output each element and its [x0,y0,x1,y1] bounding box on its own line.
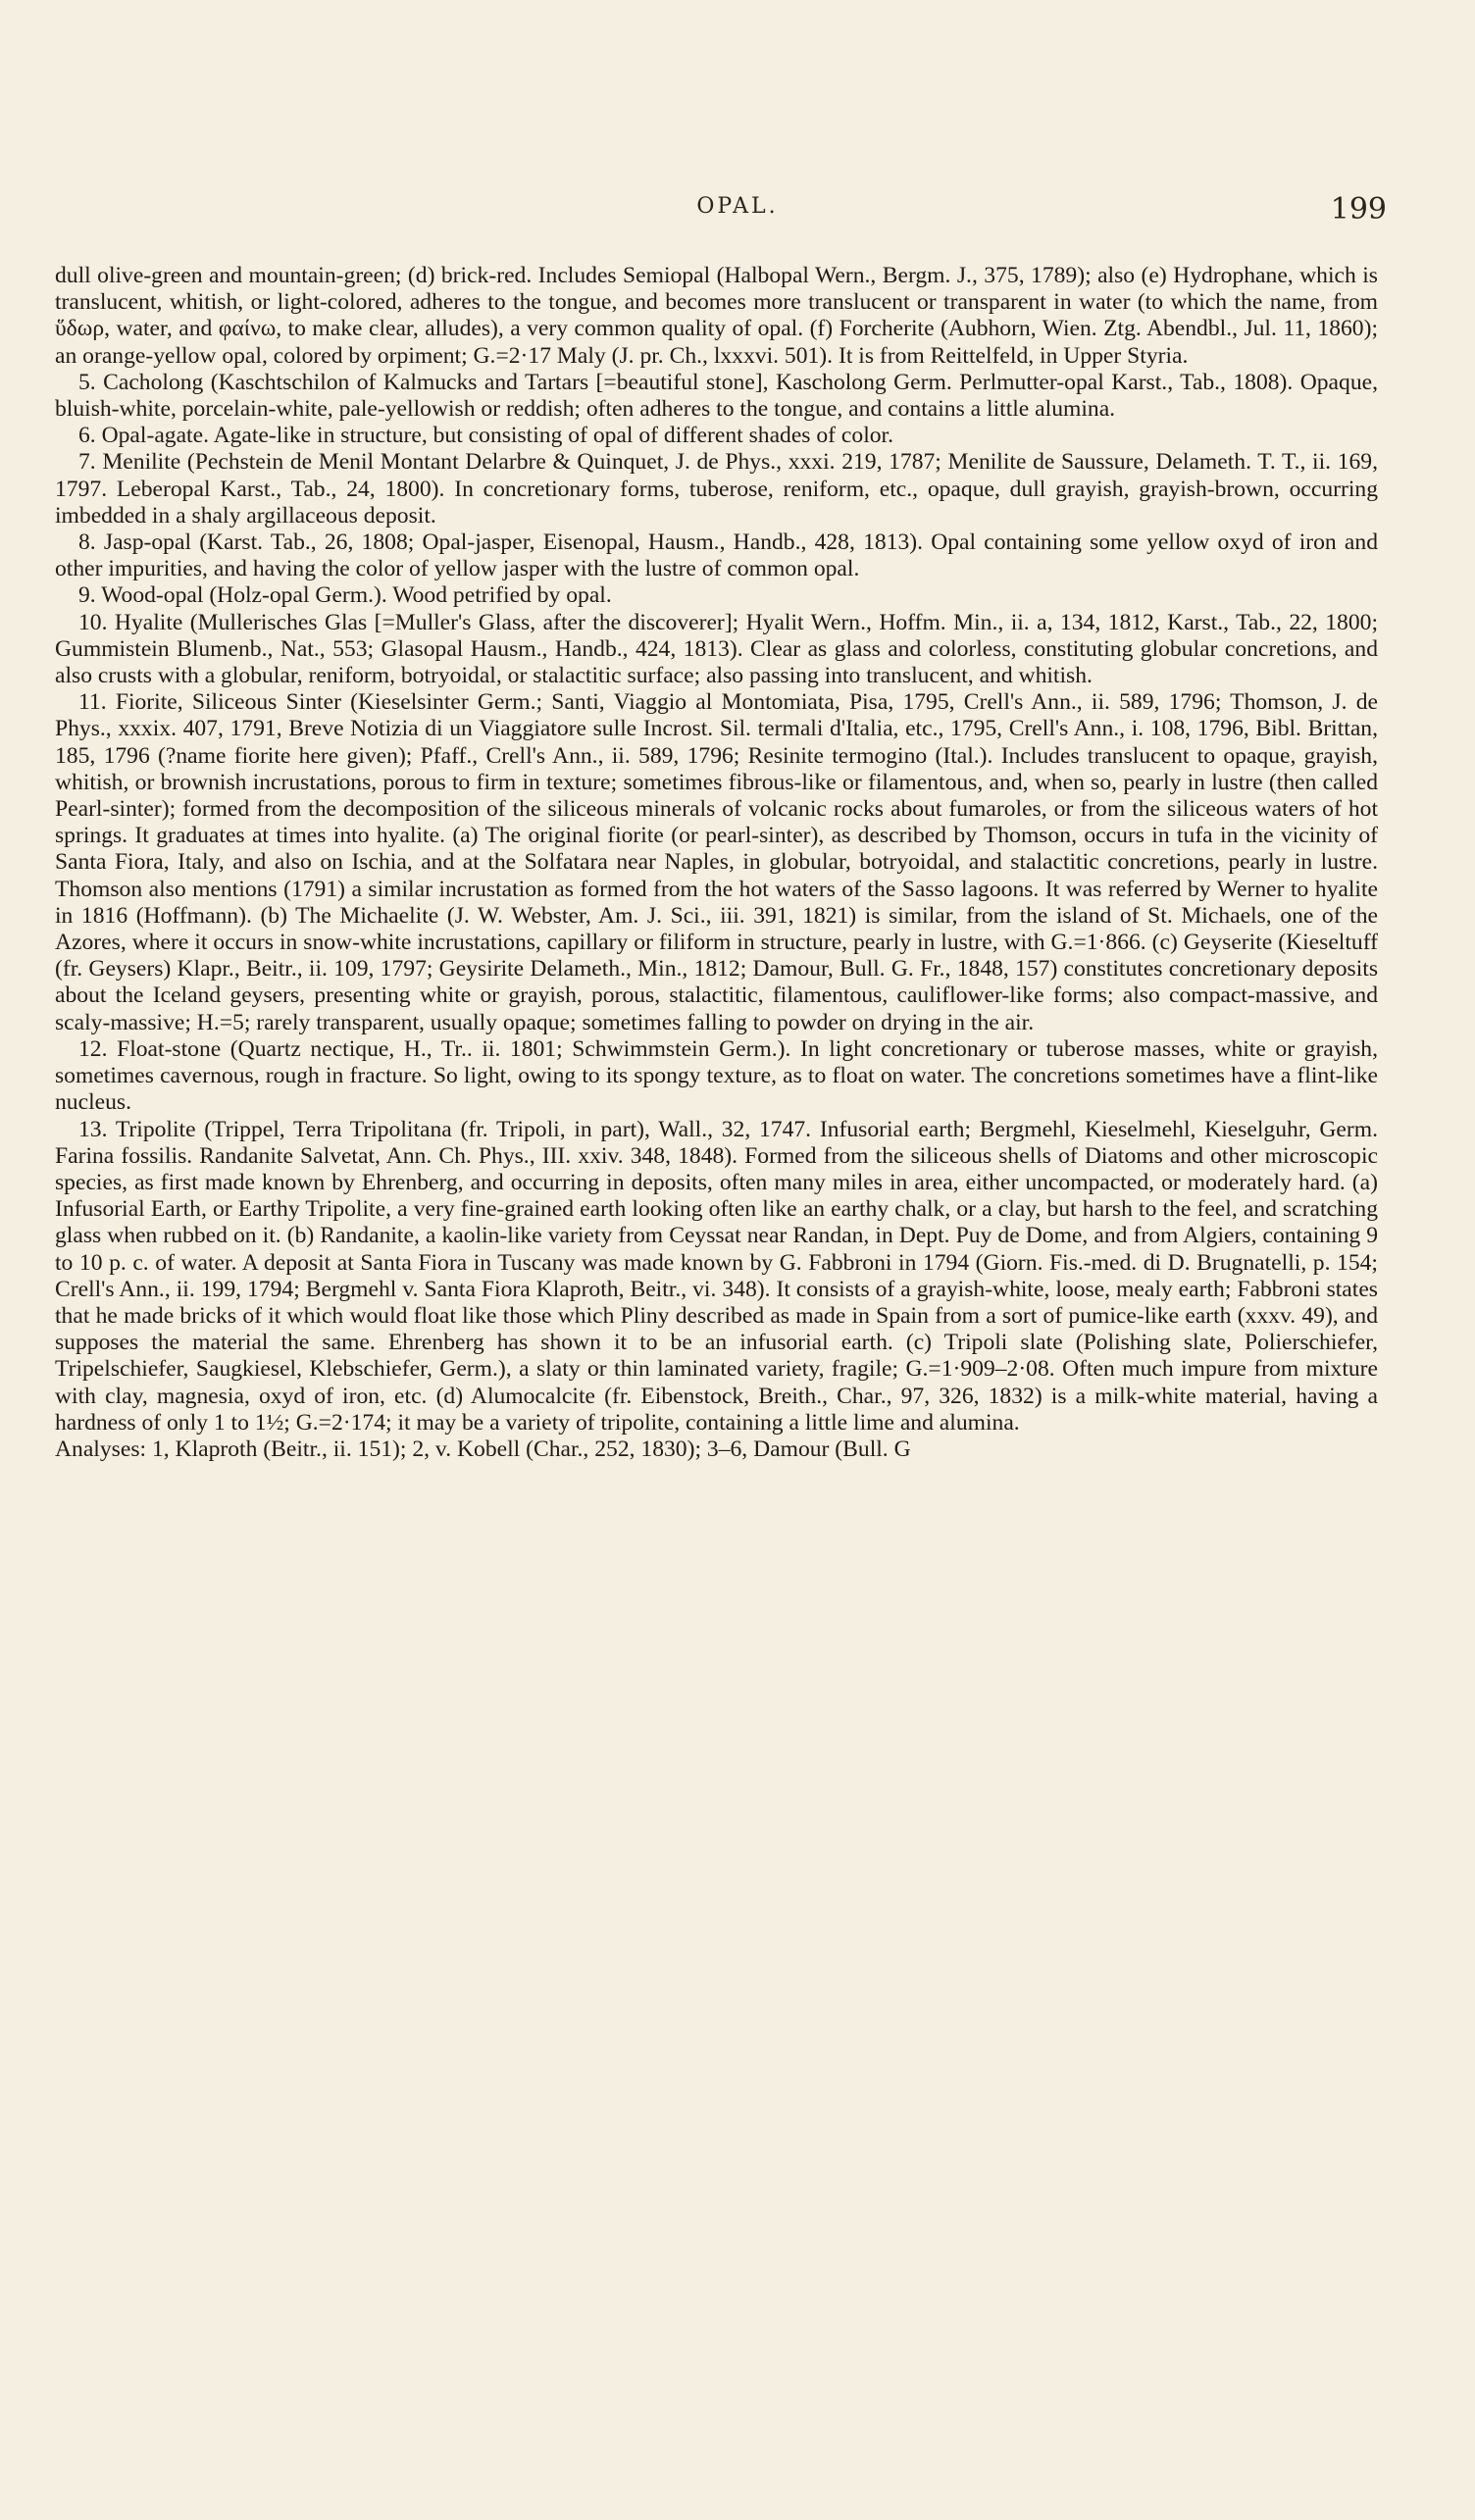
paragraph-hyalite: 10. Hyalite (Mullerisches Glas [=Muller's Glass, after the discoverer]; Hyalit Wern., Hoffm. Min., ii. a, 134, 1812, Karst., Tab., 22, 1800; Gummistein Blumenb., Nat., 553; Glasopal Hausm., Handb., 424, 1813). Clear as glass and colorless, constituting globular concretions, and also crusts with a globular, reniform, botryoidal, or stalactitic surface; also passing into translucent, and whitish. [55,609,1378,689]
paragraph-fiorite: 11. Fiorite, Siliceous Sinter (Kieselsinter Germ.; Santi, Viaggio al Montomiata, Pisa, 1795, Crell's Ann., ii. 589, 1796; Thomson, J. de Phys., xxxix. 407, 1791, Breve Notizia di un Viaggiatore sulle Incrost. Sil. termali d'Italia, etc., 1795, Crell's Ann., i. 108, 1796, Bibl. Brittan, 185, 1796 (?name fiorite here given); Pfaff., Crell's Ann., ii. 589, 1796; Resinite termogino (Ital.). Includes translucent to opaque, grayish, whitish, or brownish incrustations, porous to firm in texture; sometimes fibrous-like or filamentous, and, when so, pearly in lustre (then called Pearl-sinter); formed from the decomposition of the siliceous minerals of volcanic rocks about fumaroles, or from the siliceous waters of hot springs. It graduates at times into hyalite. (a) The original fiorite (or pearl-sinter), as described by Thomson, occurs in tufa in the vicinity of Santa Fiora, Italy, and also on Ischia, and at the Solfatara near Naples, in globular, botryoidal, and stalactitic concretions, pearly in lustre. Thomson also mentions (1791) a similar incrustation as formed from the hot waters of the Sasso lagoons. It was referred by Werner to hyalite in 1816 (Hoffmann). (b) The Michaelite (J. W. Webster, Am. J. Sci., iii. 391, 1821) is similar, from the island of St. Michaels, one of the Azores, where it occurs in snow-white incrustations, capillary or filiform in structure, pearly in lustre, with G.=1·866. (c) Geyserite (Kieseltuff (fr. Geysers) Klapr., Beitr., ii. 109, 1797; Geysirite Delameth., Min., 1812; Damour, Bull. G. Fr., 1848, 157) constitutes concretionary deposits about the Iceland geysers, presenting white or grayish, porous, stalactitic, filamentous, cauliflower-like forms; also compact-massive, and scaly-massive; H.=5; rarely transparent, usually opaque; sometimes falling to powder on drying in the air. [55,689,1378,1035]
paragraph-opal-varieties-continued: dull olive-green and mountain-green; (d) brick-red. Includes Semiopal (Halbopal Wern., Bergm. J., 375, 1789); also (e) Hydrophane, which is translucent, whitish, or light-colored, adheres to the tongue, and becomes more translucent or transparent in water (to which the name, from ὕδωρ, water, and φαίνω, to make clear, alludes), a very common quality of opal. (f) Forcherite (Aubhorn, Wien. Ztg. Abendbl., Jul. 11, 1860); an orange-yellow opal, colored by orpiment; G.=2·17 Maly (J. pr. Ch., lxxxvi. 501). It is from Reittelfeld, in Upper Styria. [55,263,1378,369]
paragraph-opal-agate: 6. Opal-agate. Agate-like in structure, but consisting of opal of different shades of color. [78,423,894,449]
page-number: 199 [1330,192,1387,227]
paragraph-tripolite: 13. Tripolite (Trippel, Terra Tripolitana (fr. Tripoli, in part), Wall., 32, 1747. Infusorial earth; Bergmehl, Kieselmehl, Kieselguhr, Germ. Farina fossilis. Randanite Salvetat, Ann. Ch. Phys., III. xxiv. 348, 1848). Formed from the siliceous shells of Diatoms and other microscopic species, as first made known by Ehrenberg, and occurring in deposits, often many miles in area, either uncompacted, or moderately hard. (a) Infusorial Earth, or Earthy Tripolite, a very fine-grained earth looking often like an earthy chalk, or a clay, but harsh to the feel, and scratching glass when rubbed on it. (b) Randanite, a kaolin-like variety from Ceyssat near Randan, in Dept. Puy de Dome, and from Algiers, containing 9 to 10 p. c. of water. A deposit at Santa Fiora in Tuscany was made known by G. Fabbroni in 1794 (Giorn. Fis.-med. di D. Brugnatelli, p. 154; Crell's Ann., ii. 199, 1794; Bergmehl v. Santa Fiora Klaproth, Beitr., vi. 348). It consists of a grayish-white, loose, mealy earth; Fabbroni states that he made bricks of it which would float like those which Pliny described as made in Spain from a sort of pumice-like earth (xxxv. 49), and supposes the material the same. Ehrenberg has shown it to be an infusorial earth. (c) Tripoli slate (Polishing slate, Polierschiefer, Tripelschiefer, Saugkiesel, Klebschiefer, Germ.), a slaty or thin laminated variety, fragile; G.=1·909–2·08. Often much impure from mixture with clay, magnesia, oxyd of iron, etc. (d) Alumocalcite (fr. Eibenstock, Breith., Char., 97, 326, 1832) is a milk-white material, having a hardness of only 1 to 1½; G.=2·174; it may be a variety of tripolite, containing a little lime and alumina. [55,1116,1378,1436]
running-title: OPAL. [696,194,779,219]
paragraph-cacholong: 5. Cacholong (Kaschtschilon of Kalmucks and Tartars [=beautiful stone], Kascholong Germ. Perlmutter-opal Karst., Tab., 1808). Opaque, bluish-white, porcelain-white, pale-yellowish or reddish; often adheres to the tongue, and contains a little alumina. [55,369,1378,423]
page-header [0,192,1475,231]
paragraph-wood-opal: 9. Wood-opal (Holz-opal Germ.). Wood petrified by opal. [78,582,612,609]
paragraph-jasp-opal: 8. Jasp-opal (Karst. Tab., 26, 1808; Opal-jasper, Eisenopal, Hausm., Handb., 428, 1813). Opal containing some yellow oxyd of iron and other impurities, and having the color of yellow jasper with the lustre of common opal. [55,529,1378,582]
paragraph-analyses: Analyses: 1, Klaproth (Beitr., ii. 151); 2, v. Kobell (Char., 252, 1830); 3–6, Damour (Bull. G [55,1436,911,1462]
paragraph-menilite: 7. Menilite (Pechstein de Menil Montant Delarbre & Quinquet, J. de Phys., xxxi. 219, 1787; Menilite de Saussure, Delameth. T. T., ii. 169, 1797. Leberopal Karst., Tab., 24, 1800). In concretionary forms, tuberose, reniform, etc., opaque, dull grayish, grayish-brown, occurring imbedded in a shaly argillaceous deposit. [55,449,1378,529]
paragraph-float-stone: 12. Float-stone (Quartz nectique, H., Tr.. ii. 1801; Schwimmstein Germ.). In light concretionary or tuberose masses, white or grayish, sometimes cavernous, rough in fracture. So light, owing to its spongy texture, as to float on water. The concretions sometimes have a flint-like nucleus. [55,1035,1378,1116]
body-text [55,263,1378,1463]
